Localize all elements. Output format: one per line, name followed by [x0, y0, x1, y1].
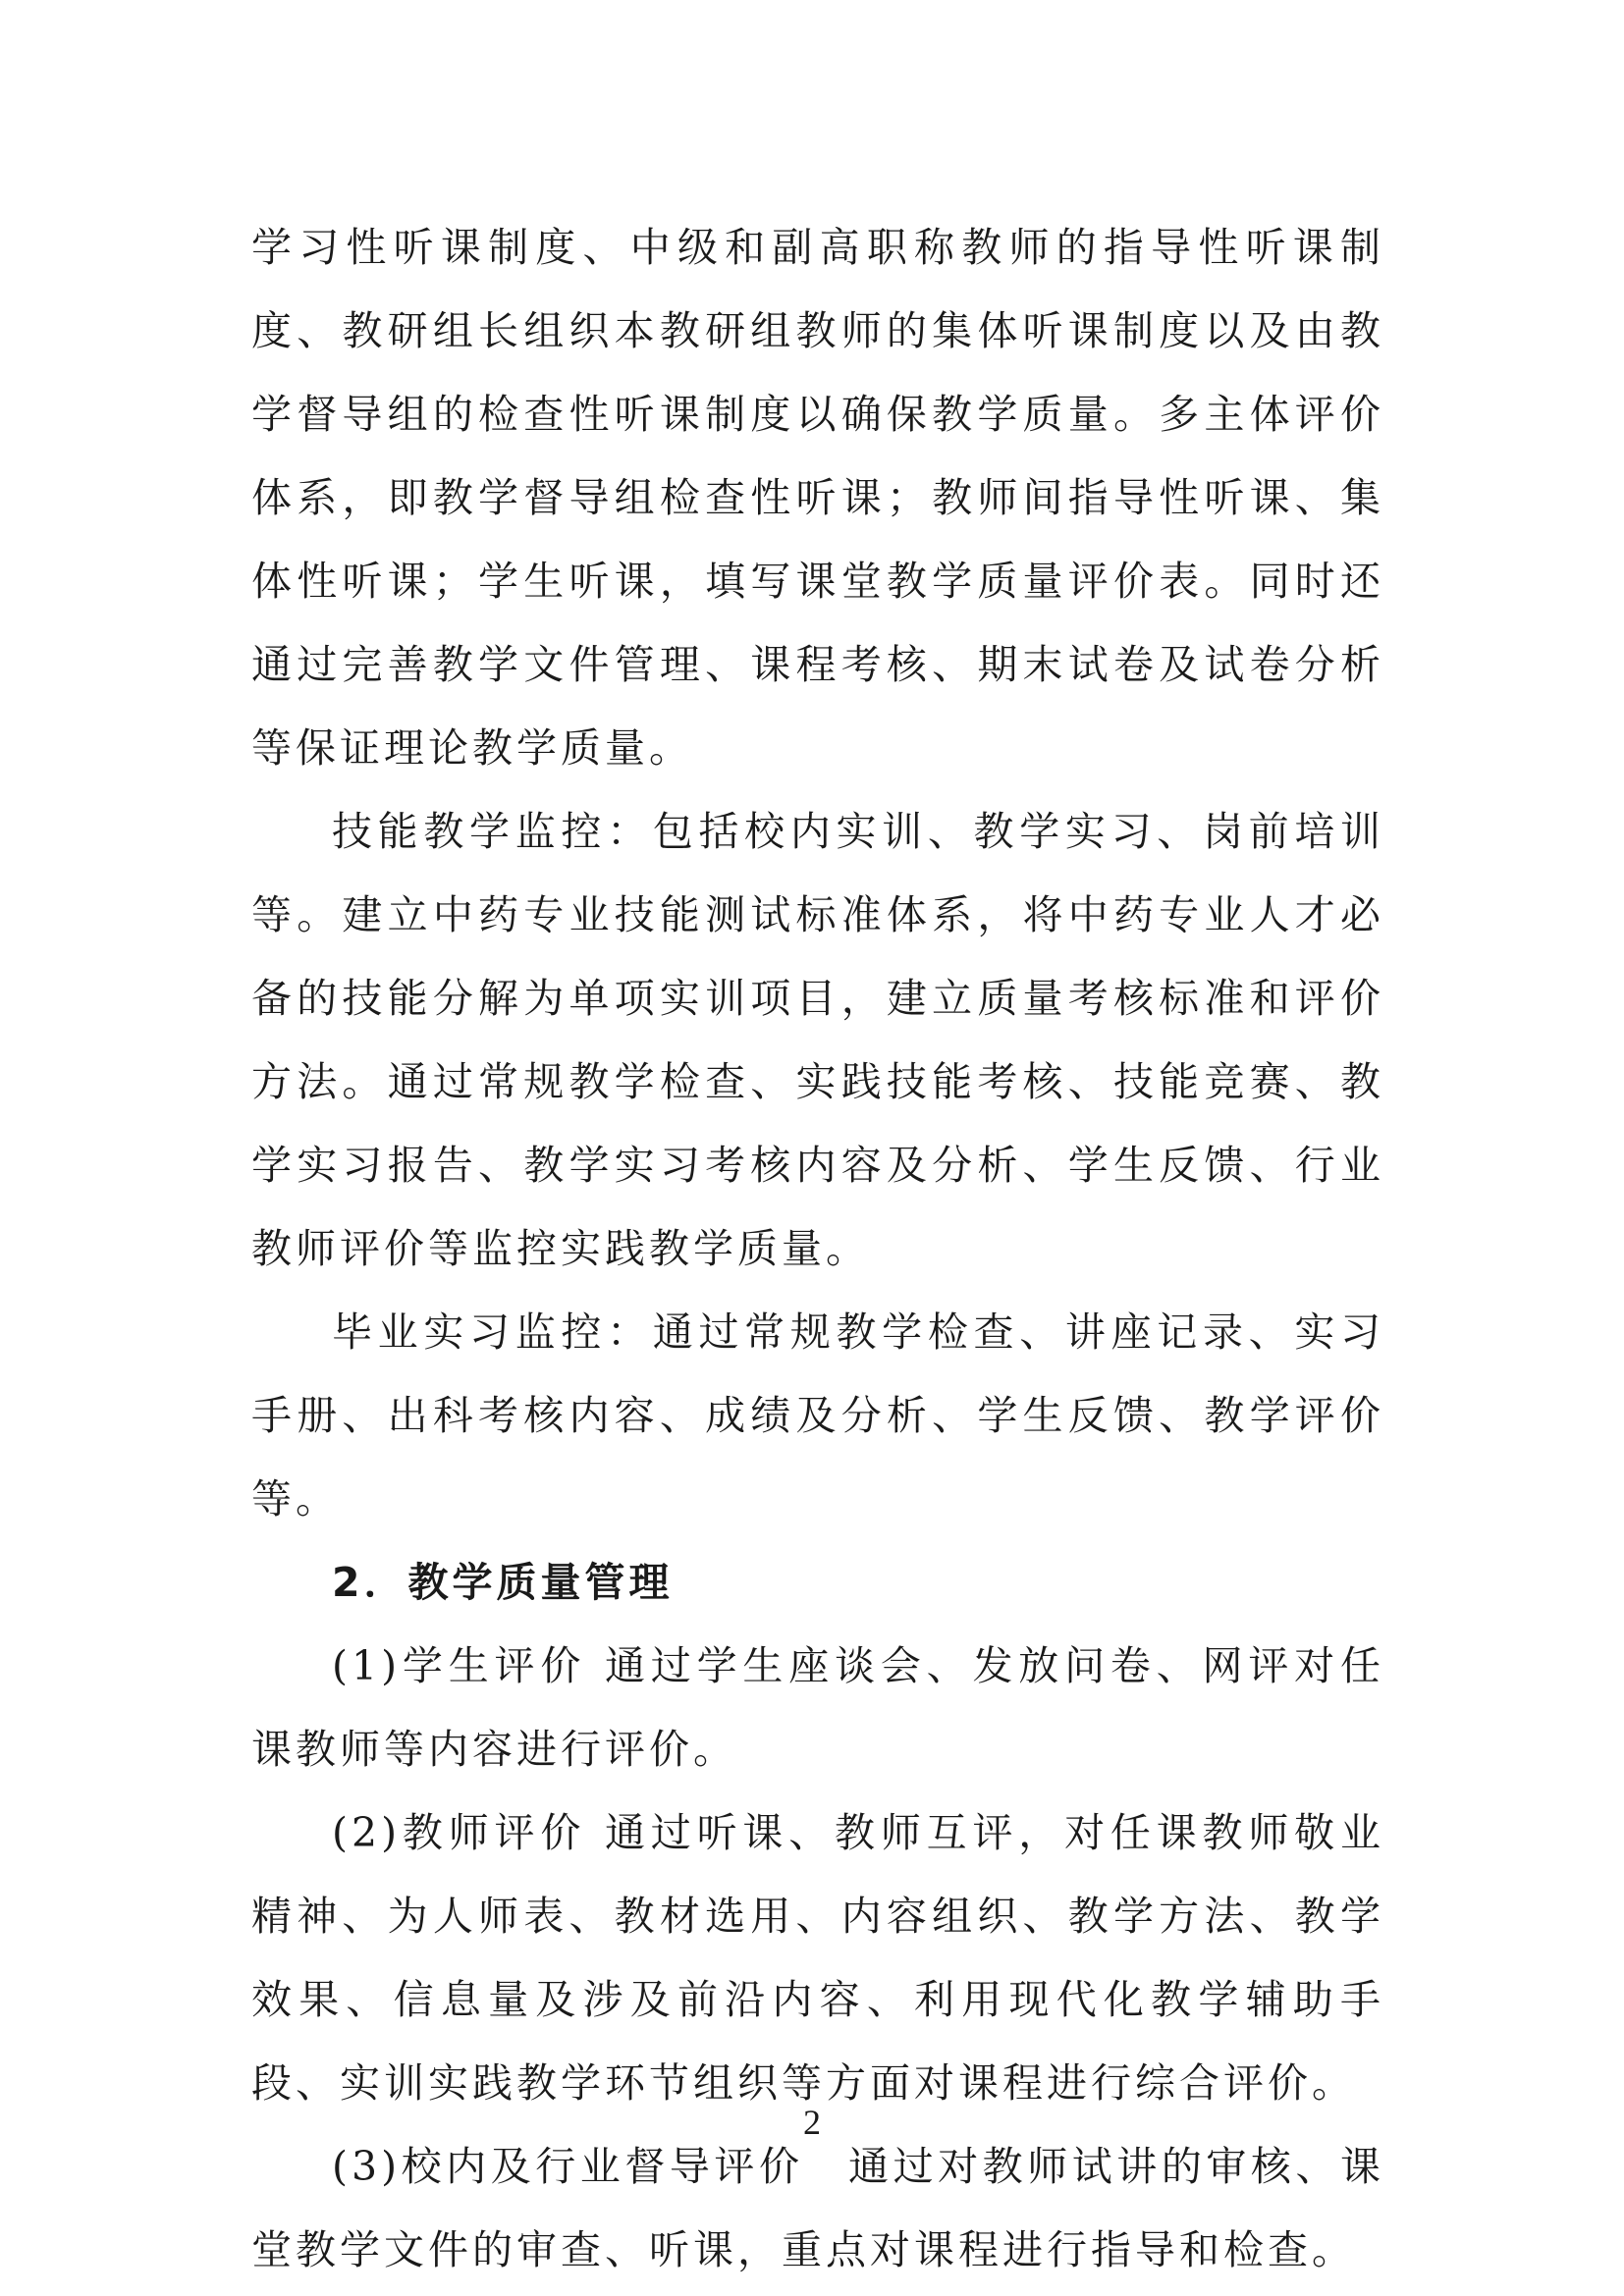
- paragraph-skill-monitoring: 技能教学监控：包括校内实训、教学实习、岗前培训等。建立中药专业技能测试标准体系，将中药专业人才必备的技能分解为单项实训项目，建立质量考核标准和评价方法。通过常规教学检查、实践技能考核、技能竞赛、教学实习报告、教学实习考核内容及分析、学生反馈、行业教师评价等监控实践教学质量。: [251, 808, 1384, 1272]
- section-heading: 2．教学质量管理: [332, 1559, 674, 1606]
- body-text: [251, 206, 1384, 2292]
- paragraph-supervisor-evaluation: (3)校内及行业督导评价 通过对教师试讲的审核、课堂教学文件的审查、听课，重点对课程进行指导和检查。: [251, 2143, 1384, 2273]
- paragraph-teacher-evaluation: (2)教师评价 通过听课、教师互评，对任课教师敬业精神、为人师表、教材选用、内容组织、教学方法、教学效果、信息量及涉及前沿内容、利用现代化教学辅助手段、实训实践教学环节组织等方面对课程进行综合评价。: [251, 1809, 1384, 2107]
- paragraph-internship-monitoring: 毕业实习监控：通过常规教学检查、讲座记录、实习手册、出科考核内容、成绩及分析、学生反馈、教学评价等。: [251, 1308, 1384, 1522]
- paragraph-listening-system: 学习性听课制度、中级和副高职称教师的指导性听课制度、教研组长组织本教研组教师的集体听课制度以及由教学督导组的检查性听课制度以确保教学质量。多主体评价体系，即教学督导组检查性听课；教师间指导性听课、集体性听课；学生听课，填写课堂教学质量评价表。同时还通过完善教学文件管理、课程考核、期末试卷及试卷分析等保证理论教学质量。: [251, 224, 1384, 772]
- page-number: 2: [803, 2103, 821, 2142]
- paragraph-student-evaluation: (1)学生评价 通过学生座谈会、发放问卷、网评对任课教师等内容进行评价。: [251, 1642, 1384, 1773]
